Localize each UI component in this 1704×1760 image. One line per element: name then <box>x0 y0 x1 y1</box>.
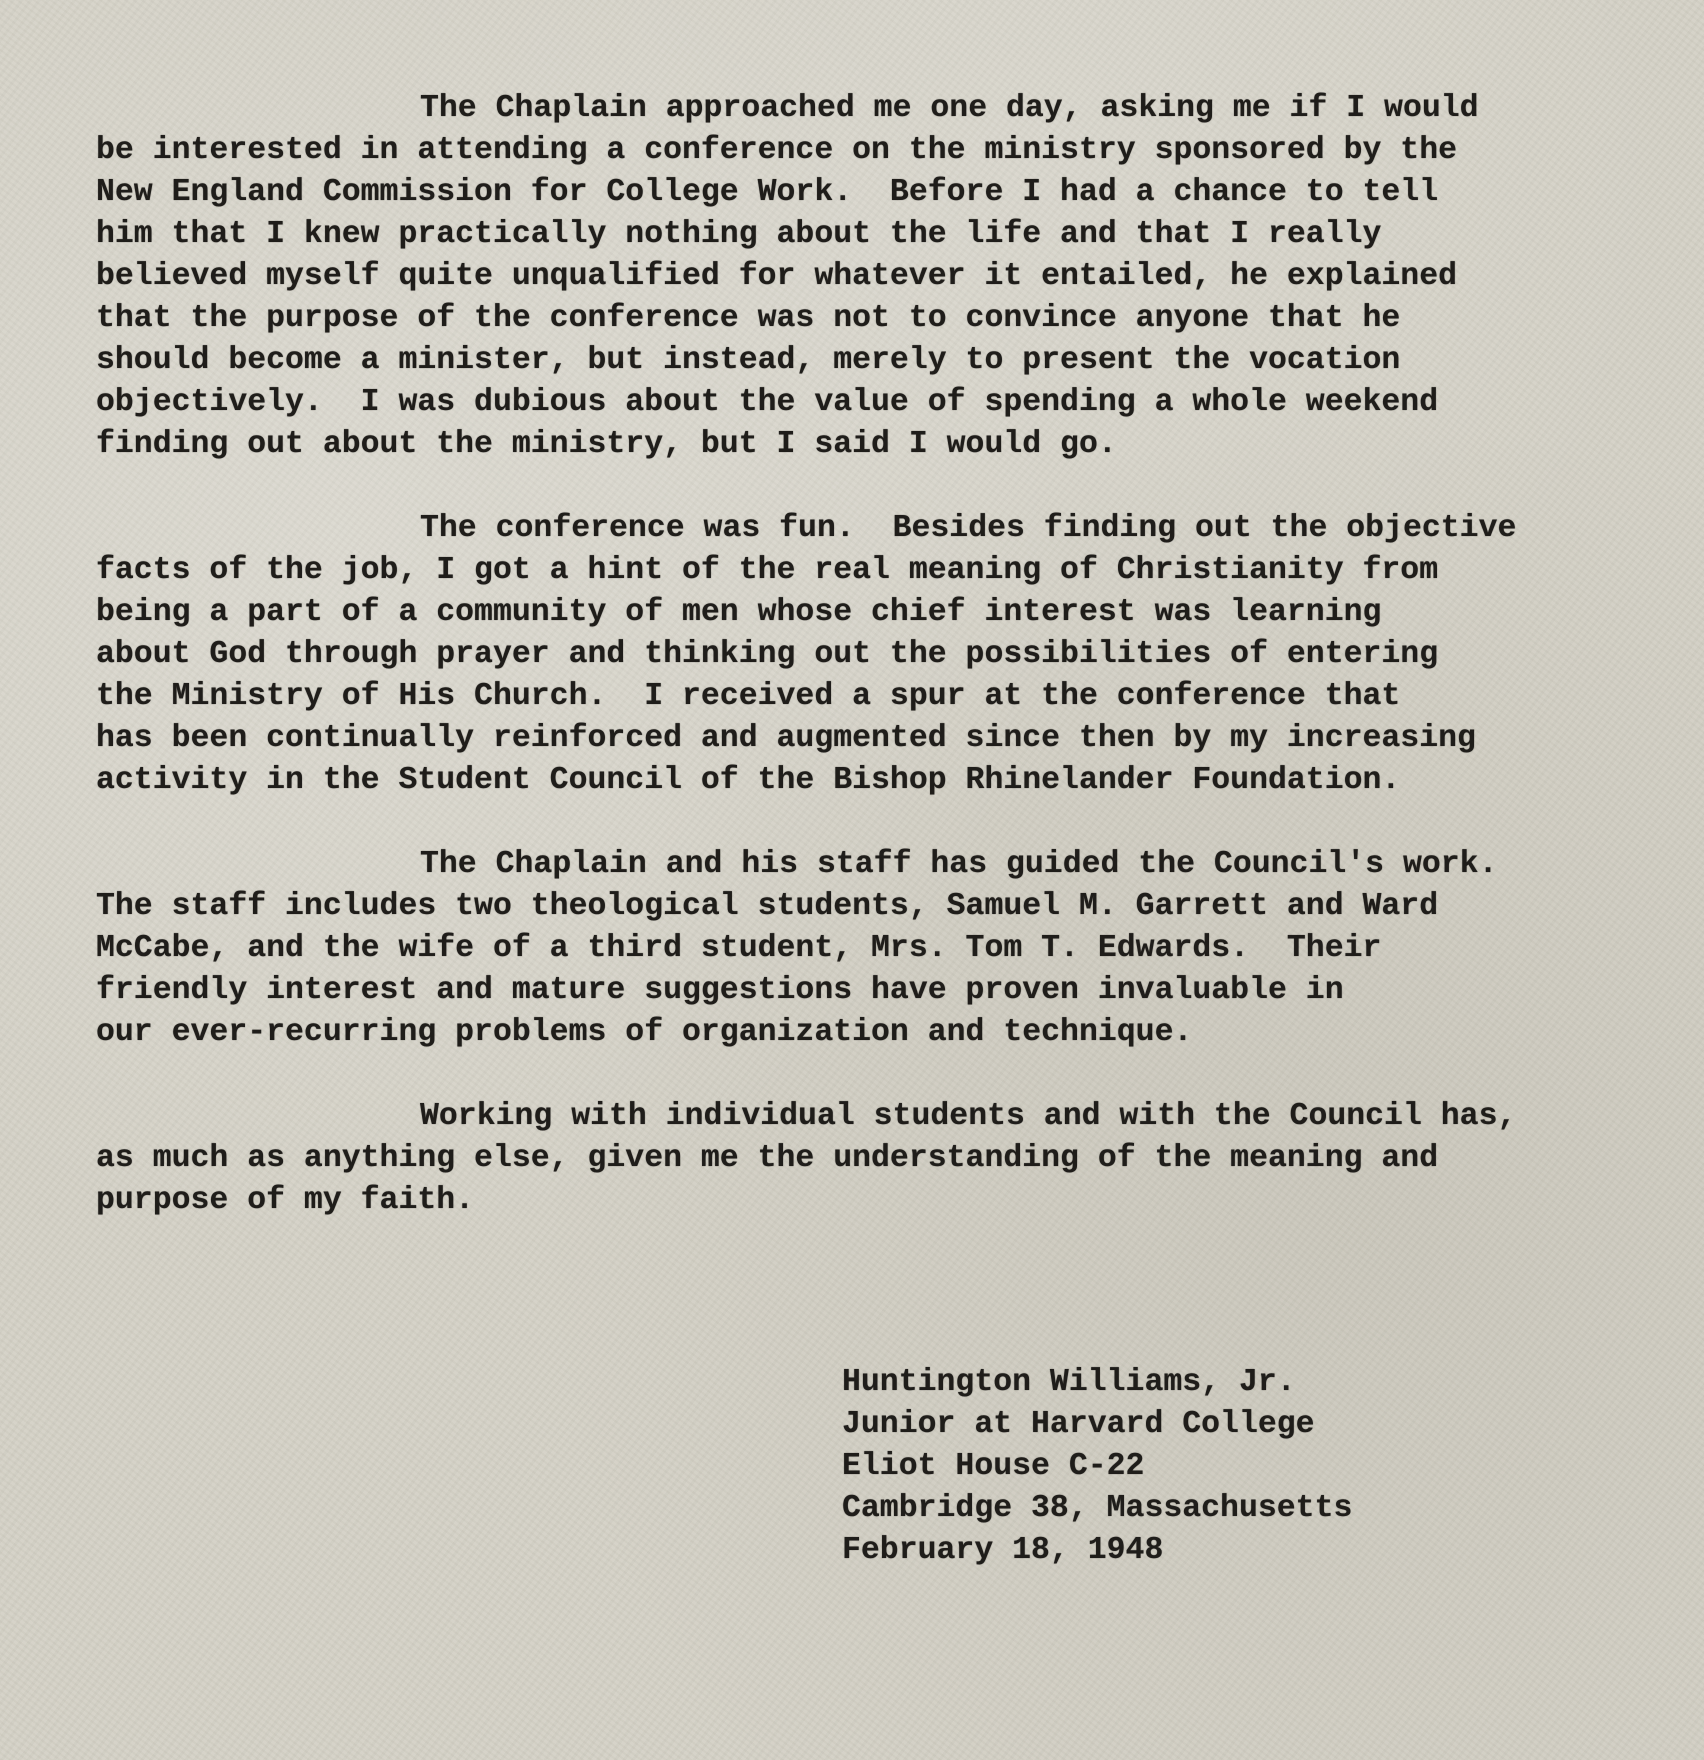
signature-name: Huntington Williams, Jr. <box>842 1365 1296 1400</box>
paragraph-1 <box>96 88 1656 466</box>
text-line: him that I knew practically nothing about the life and that I really <box>96 217 1382 252</box>
text-line: should become a minister, but instead, merely to present the vocation <box>96 343 1401 378</box>
text-line: The Chaplain and his staff has guided the Council's work. <box>420 847 1498 882</box>
text-line: The Chaplain approached me one day, asking me if I would <box>420 91 1479 126</box>
text-line: activity in the Student Council of the Bishop Rhinelander Foundation. <box>96 763 1401 798</box>
paragraph-2 <box>96 508 1656 802</box>
text-line: objectively. I was dubious about the value of spending a whole weekend <box>96 385 1439 420</box>
text-line: Working with individual students and with the Council has, <box>420 1099 1517 1134</box>
paragraph-3 <box>96 844 1656 1054</box>
text-line: The staff includes two theological students, Samuel M. Garrett and Ward <box>96 889 1439 924</box>
letter-body <box>96 88 1656 1264</box>
text-line: The conference was fun. Besides finding out the objective <box>420 511 1517 546</box>
text-line: being a part of a community of men whose chief interest was learning <box>96 595 1382 630</box>
signature-block <box>842 1362 1352 1572</box>
text-line: about God through prayer and thinking out the possibilities of entering <box>96 637 1439 672</box>
text-line: be interested in attending a conference on the ministry sponsored by the <box>96 133 1458 168</box>
signature-title: Junior at Harvard College <box>842 1407 1315 1442</box>
text-line: New England Commission for College Work. Before I had a chance to tell <box>96 175 1439 210</box>
text-line: has been continually reinforced and augmented since then by my increasing <box>96 721 1476 756</box>
text-line: purpose of my faith. <box>96 1183 475 1218</box>
text-line: the Ministry of His Church. I received a spur at the conference that <box>96 679 1401 714</box>
text-line: finding out about the ministry, but I said I would go. <box>96 427 1117 462</box>
signature-date: February 18, 1948 <box>842 1533 1164 1568</box>
text-line: facts of the job, I got a hint of the real meaning of Christianity from <box>96 553 1439 588</box>
text-line: friendly interest and mature suggestions have proven invaluable in <box>96 973 1344 1008</box>
signature-address-line-1: Eliot House C-22 <box>842 1449 1145 1484</box>
text-line: believed myself quite unqualified for whatever it entailed, he explained <box>96 259 1458 294</box>
text-line: McCabe, and the wife of a third student, Mrs. Tom T. Edwards. Their <box>96 931 1382 966</box>
signature-address-line-2: Cambridge 38, Massachusetts <box>842 1491 1353 1526</box>
text-line: that the purpose of the conference was not to convince anyone that he <box>96 301 1401 336</box>
paragraph-4 <box>96 1096 1656 1222</box>
text-line: as much as anything else, given me the understanding of the meaning and <box>96 1141 1439 1176</box>
text-line: our ever-recurring problems of organization and technique. <box>96 1015 1193 1050</box>
